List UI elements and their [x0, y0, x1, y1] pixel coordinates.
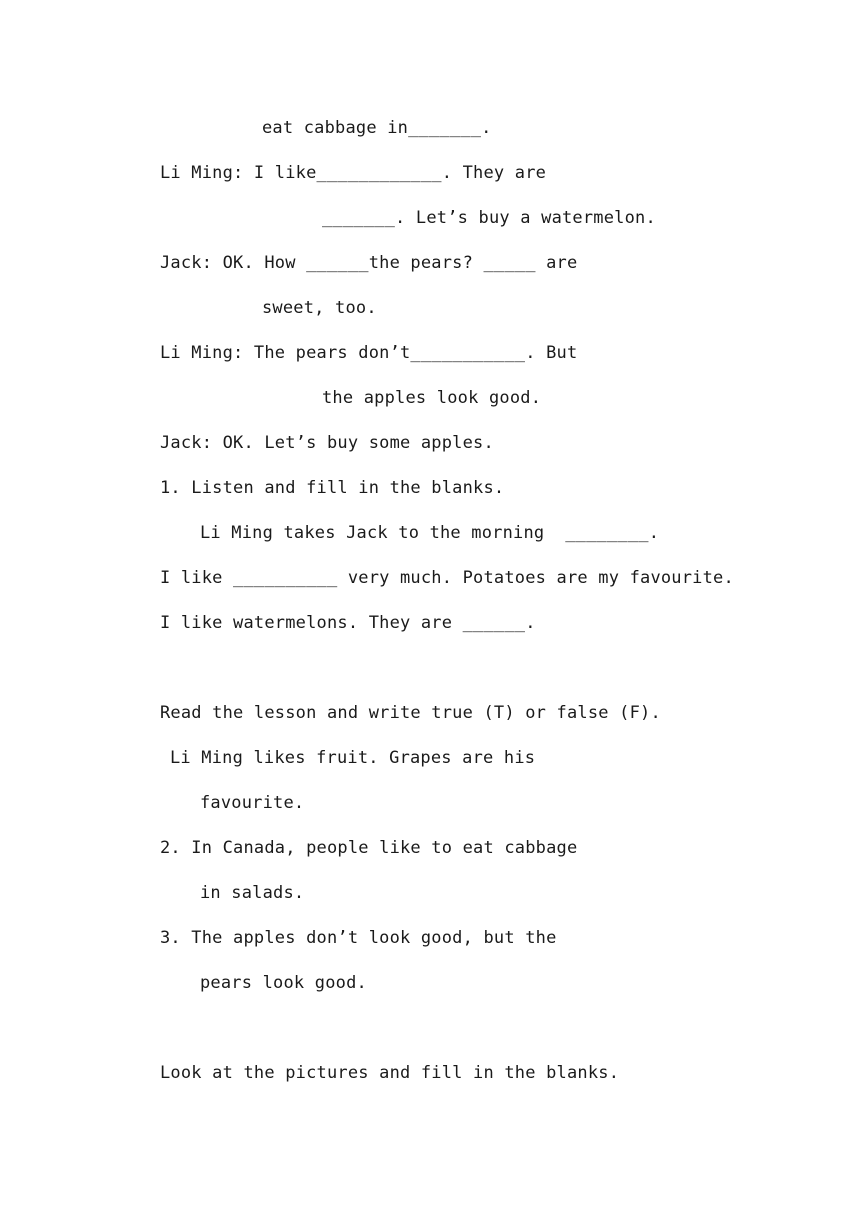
dialogue-line: the apples look good. — [322, 388, 542, 408]
dialogue-line: sweet, too. — [262, 298, 377, 318]
exercise-heading: Read the lesson and write true (T) or false (F). — [160, 703, 661, 723]
exercise-heading: Look at the pictures and fill in the blanks. — [160, 1063, 620, 1083]
dialogue-line: Jack: OK. Let’s buy some apples. — [160, 433, 494, 453]
exercise-item: favourite. — [200, 793, 305, 813]
exercise-item: Li Ming takes Jack to the morning ________. — [200, 523, 660, 543]
exercise-item: I like __________ very much. Potatoes are my favourite. — [160, 568, 734, 588]
dialogue-line: Li Ming: The pears don’t___________. But — [160, 343, 578, 363]
dialogue-line: Li Ming: I like____________. They are — [160, 163, 547, 183]
exercise-item: 2. In Canada, people like to eat cabbage — [160, 838, 578, 858]
dialogue-line: _______. Let’s buy a watermelon. — [322, 208, 656, 228]
exercise-item: pears look good. — [200, 973, 367, 993]
exercise-item: in salads. — [200, 883, 305, 903]
dialogue-line: eat cabbage in_______. — [262, 118, 492, 138]
exercise-heading: 1. Listen and fill in the blanks. — [160, 478, 505, 498]
exercise-item: 3. The apples don’t look good, but the — [160, 928, 557, 948]
dialogue-line: Jack: OK. How ______the pears? _____ are — [160, 253, 578, 273]
exercise-item: Li Ming likes fruit. Grapes are his — [170, 748, 536, 768]
exercise-item: I like watermelons. They are ______. — [160, 613, 536, 633]
